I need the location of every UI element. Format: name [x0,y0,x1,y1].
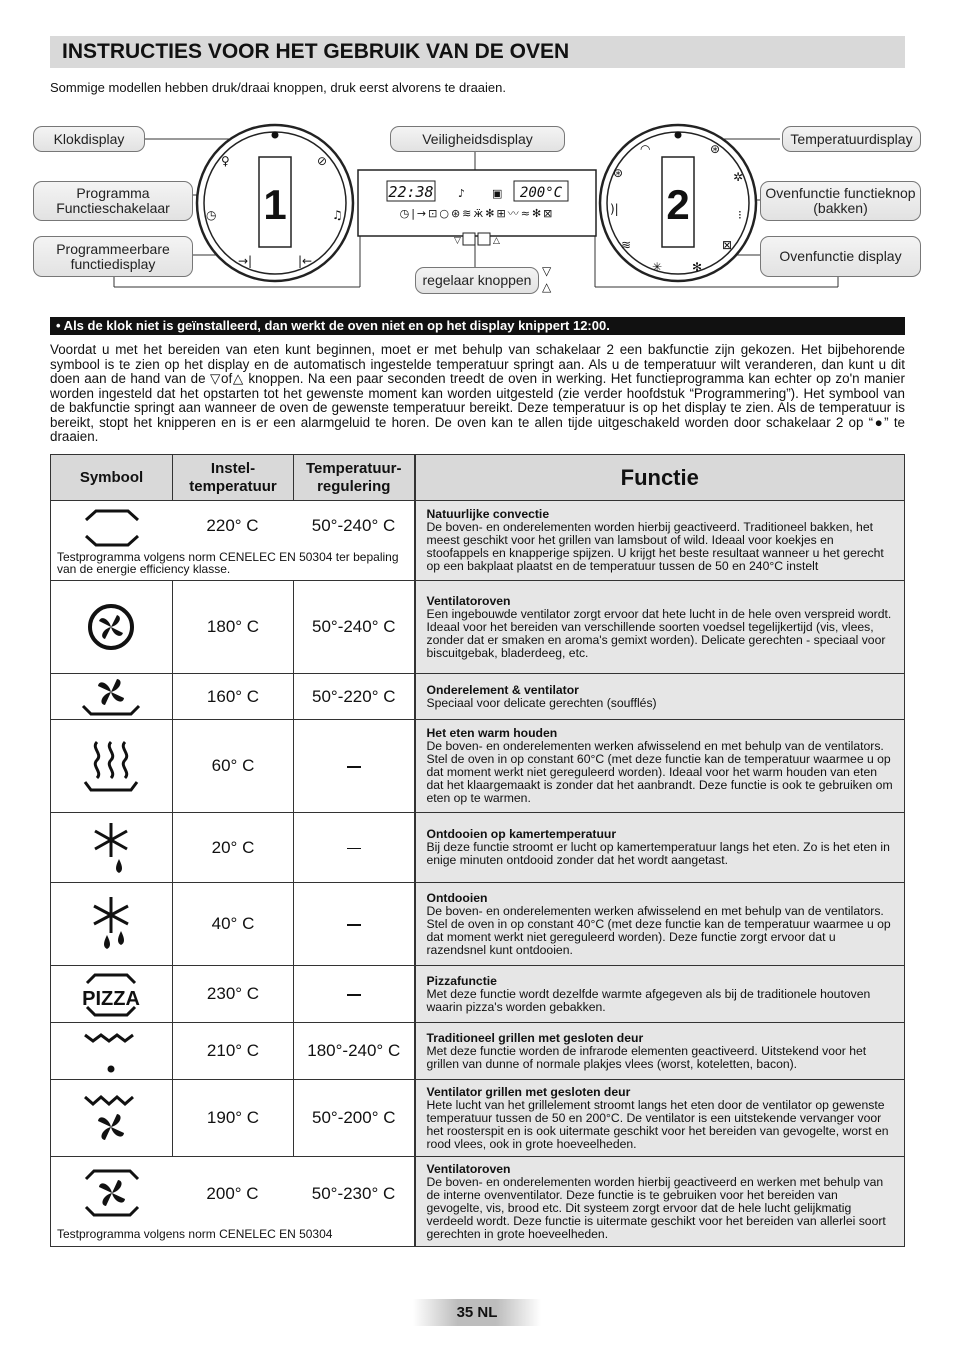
svg-text:◷: ◷ [206,208,217,222]
grill-icon [51,1023,173,1080]
table-row [51,1023,905,1080]
header-instel-temperatuur: Instel- temperatuur [173,455,294,501]
svg-text:22:38: 22:38 [388,183,434,201]
row-function-title: Ontdooien op kamertemperatuur [426,827,617,841]
svg-text:⊠: ⊠ [722,238,733,252]
row-function-title: Ventilatoroven [426,593,511,608]
row-regulation [294,966,415,1023]
row-function-desc: De boven- en onderelementen werken afwisselend en met behulp van de ventilators. Stel de oven in op constant 40°C (met deze functie kan de temperatuur waarmee u op dat moment werkt niet gereguleerd worden). Deze functie zorgt ervoor dat u razendsnel kunt ontdooien. [426,903,891,957]
row-function-title: Traditioneel grillen met gesloten deur [426,1030,644,1045]
row-temp: 210° C [173,1023,294,1080]
down-triangle-icon: ▽ [209,371,222,386]
callout-veiligheidsdisplay: Veiligheidsdisplay [390,126,565,152]
row-temp: 40° C [173,883,294,966]
title-bar [50,36,905,68]
table-row [51,883,905,966]
callout-klokdisplay: Klokdisplay [33,126,145,152]
svg-text:♫: ♫ [332,208,343,222]
row-regulation: 50°-240° C [294,581,415,674]
page-number: 35 NL [413,1299,541,1326]
svg-text:◠: ◠ [640,142,651,156]
svg-text:|←: |← [298,254,313,268]
svg-text:≋: ≋ [621,238,632,252]
row-function-title: Pizzafunctie [426,973,497,988]
row-note: Testprogramma volgens norm CENELEC EN 50304 ter bepaling van de energie efficiency klasse. [57,549,399,576]
row-function-desc: Hete lucht van het grillelement stroomt langs het eten door de ventilator op gewenste temperatuur tussen de 50 en 200°C. De ventilator is een uitstekende vervanger voor het roosterspit en is ook uitermate geschikt voor het bereiden van gevogelte, worst en rood vlees, ook in grote hoeveelheden. [426,1097,889,1151]
svg-text:PIZZA: PIZZA [82,988,140,1010]
page-title: INSTRUCTIES VOOR HET GEBRUIK VAN DE OVEN [62,40,570,63]
row-function-title: Onderelement & ventilator [426,682,579,697]
body-paragraph [50,343,905,445]
svg-text:♀: ♀ [221,154,230,168]
body-text-1: Voordat u met het bereiden van eten kunt beginnen, moet er met behulp van schakelaar 2 een bakfunctie zijn gekozen. Het bijbehorende symbool is te zien op het display en de automatisch ingestelde temperatuur springt aan. Als u de temperatuur wilt veranderen, dan kunt u dit doen aan de hand van de [50,342,905,386]
svg-text:▣: ▣ [492,187,503,200]
callout-programmeerbare-functiedisplay: Programmeerbare functiedisplay [33,236,193,277]
table-row [51,813,905,883]
row-function-desc: De boven- en onderelementen worden hierbij geactiveerd en werken met behulp van de interne ovenventilator. Deze functie is te gebruiken voor het bereiden van gevogelte, vis, brood etc. Dit systeem zorgt ervoor dat de hele lucht gelijkmatig verdeeld wordt. Deze functie is uitermate geschikt voor het bereiden van allerlei soort gerechten in grote hoeveelheden. [426,1174,886,1241]
fan-icon [51,581,173,674]
table-row [51,720,905,813]
row-regulation [294,720,415,813]
body-text-of: of [221,371,233,386]
body-text-2: knoppen. Na een paar seconden treedt de oven in werking. Het functieprogramma kan echter op zo'n manier worden ingesteld dat het opstarten tot het gewenste moment kan worden uitgesteld (zie verder hoofdstuk “Programmering”). Het symbool van de bakfunctie springt aan wanneer de oven de gewenste temperatuur bereikt. Deze temperatuur is op het display te zien. Als de temperatuur is bereikt, stopt het knipperen en is er een alarmgeluid te horen. De oven kan te allen tijde uitgeschakeld worden door schakelaar 2 op “ [50,371,905,430]
keep-warm-icon [51,720,173,813]
up-triangle-icon: △ [232,371,244,386]
svg-text:⁝: ⁝ [738,208,742,222]
defrost-room-icon [51,813,173,883]
svg-text:✻: ✻ [692,260,703,274]
svg-text:200°C: 200°C [519,185,563,201]
row-regulation: 50°-200° C [294,1080,415,1157]
callout-ovenfunctie-functieknop: Ovenfunctie functieknop (bakken) [760,181,921,221]
row-function-desc: Met deze functie worden de infrarode elementen geactiveerd. Uitstekend voor het grillen van dunne of normale plakjes vlees (worst, koteletten, bacon). [426,1043,867,1071]
row-function-desc: Speciaal voor delicate gerechten (soufflés) [426,695,657,710]
row-function-title: Ontdooien [426,890,488,905]
fan-grill-icon [51,1080,173,1157]
svg-text:△: △ [493,236,500,246]
table-row [51,501,905,581]
row-regulation: 50°-220° C [294,674,415,720]
svg-text:▽: ▽ [542,264,552,278]
header-temperatuur-regulering: Temperatuur- regulering [294,455,415,501]
row-temp: 20° C [173,813,294,883]
table-row [51,966,905,1023]
row-function-desc: De boven- en onderelementen werken afwisselend en met behulp van de ventilators. Stel de oven in op constant 60°C (met deze functie kan de temperatuur waarmee u op dat moment werkt niet gereguleerd worden). Ideaal voor het warm houden van eten dat het klaargemaakt is zonder dat het aanbrandt. Deze functie is ook te gebruiken om eten op te warmen. [426,739,893,805]
callout-ovenfunctie-display: Ovenfunctie display [760,236,921,277]
defrost-icon [51,883,173,966]
control-panel-diagram [30,115,925,300]
row-temp: 60° C [173,720,294,813]
svg-text:)|: )| [610,202,619,216]
knob-2 [600,125,756,281]
knob-1 [197,125,353,281]
row-temp: 230° C [173,966,294,1023]
header-functie: Functie [415,455,905,501]
notice-bar: • Als de klok niet is geïnstalleerd, dan werkt de oven niet en op het display knippert 12:00. [50,317,905,335]
table-row [51,1080,905,1157]
row-function-title: Natuurlijke convectie [426,507,550,521]
row-function-desc: Met deze functie wordt dezelfde warmte afgegeven als bij de traditionele houtoven waarin pizza's worden gebakken. [426,986,871,1014]
row-regulation: 50°-240° C [311,515,396,535]
row-function-title: Ventilatoroven [426,1161,511,1176]
functions-table [50,454,905,1247]
bottom-fan-icon [51,674,173,720]
fan-oven-icon [51,1166,172,1220]
row-regulation: 180°-240° C [294,1023,415,1080]
row-function-desc: De boven- en onderelementen worden hierbij geactiveerd. Traditioneel bakken, het meest geschikt voor het grillen van lamsbout of wild. Ideaal voor koekjes en stoofappels en knapperige spijzen. U krijgt het beste resultaat wanneer u het gerecht op een bakplaat plaatst en de temperatuur tussen de 50 en 240°C instelt [426,520,884,573]
svg-text:△: △ [542,280,552,294]
svg-text:→|: →| [238,254,253,268]
svg-text:⊛: ⊛ [710,142,721,156]
svg-text:✲: ✲ [733,170,744,184]
pizza-icon [51,966,173,1023]
header-symbool: Symbool [51,455,173,501]
row-regulation [294,813,415,883]
natural-convection-icon [51,504,172,552]
table-row [51,674,905,720]
callout-programma-functieschakelaar: Programma Functieschakelaar [33,181,193,221]
svg-text:◷|→⊡○⊛≋ӝ✻⊞〰≈✻⊠: ◷|→⊡○⊛≋ӝ✻⊞〰≈✻⊠ [399,207,555,220]
intro-text: Sommige modellen hebben druk/draai knoppen, druk eerst alvorens te draaien. [50,80,506,95]
svg-text:▽: ▽ [454,236,461,246]
callout-temperatuurdisplay: Temperatuurdisplay [782,126,921,152]
row-note: Testprogramma volgens norm CENELEC EN 50304 [57,1226,333,1241]
svg-text:⊛: ⊛ [613,166,624,180]
row-temp: 190° C [173,1080,294,1157]
callout-regelaar-knoppen: regelaar knoppen [415,267,539,294]
svg-text:2: 2 [666,181,690,228]
row-temp: 200° C [206,1183,259,1203]
svg-text:✳: ✳ [652,260,663,274]
svg-text:♪: ♪ [458,187,466,200]
row-regulation [294,883,415,966]
row-function-title: Ventilator grillen met gesloten deur [426,1084,631,1099]
table-row [51,581,905,674]
row-function-desc: Een ingebouwde ventilator zorgt ervoor dat hete lucht in de hele oven verspreid wordt. Ideaal voor het bereiden van verschillende soorten voedsel tegelijkertijd (vis, vlees, zonder dat er smaken en aroma's gemixt worden). Delicate gerechten - speciaal voor biscuitgebak, bladerdeeg, etc. [426,606,892,660]
svg-text:1: 1 [263,181,287,228]
row-temp: 180° C [173,581,294,674]
body-text-3: ” te draaien. [50,414,906,444]
row-function-desc: Bij deze functie stroomt er lucht op kamertemperatuur langs het eten. Zo is het eten in enige minuten ontdooid zonder dat het wordt aangetast. [426,840,890,867]
svg-text:⊘: ⊘ [317,154,328,168]
table-row [51,1157,905,1247]
row-function-title: Het eten warm houden [426,726,558,740]
dot-icon: ● [873,414,885,430]
row-temp: 160° C [173,674,294,720]
row-regulation: 50°-230° C [311,1183,396,1203]
row-temp: 220° C [206,515,259,535]
